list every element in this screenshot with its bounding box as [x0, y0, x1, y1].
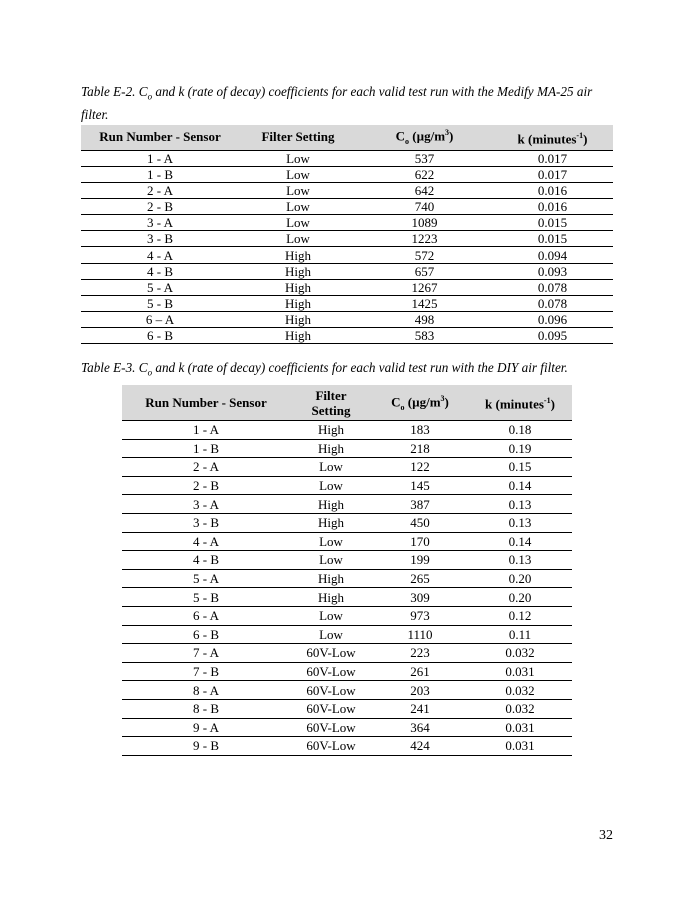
cell-k: 0.11 — [468, 625, 572, 644]
table-header-row — [81, 125, 613, 150]
cell-filter-setting: 60V-Low — [290, 718, 372, 737]
cell-k: 0.017 — [492, 150, 613, 166]
table-row — [81, 167, 613, 183]
cell-run-sensor: 1 - B — [81, 167, 239, 183]
cell-co: 657 — [357, 263, 492, 279]
cell-co: 183 — [372, 421, 468, 440]
cell-co: 424 — [372, 737, 468, 756]
cell-run-sensor: 7 - B — [122, 662, 290, 681]
cell-k: 0.031 — [468, 737, 572, 756]
table-row — [81, 279, 613, 295]
header-co: $C_o$ $(\mu g/m^3)$ — [372, 385, 468, 421]
cell-co: 1223 — [357, 231, 492, 247]
cell-run-sensor: 3 - B — [81, 231, 239, 247]
cell-co: 1110 — [372, 625, 468, 644]
cell-filter-setting: High — [239, 327, 357, 343]
cell-k: 0.078 — [492, 295, 613, 311]
cell-run-sensor: 6 - A — [122, 606, 290, 625]
cell-filter-setting: High — [290, 439, 372, 458]
table-row — [81, 311, 613, 327]
cell-k: 0.031 — [468, 718, 572, 737]
cell-k: 0.093 — [492, 263, 613, 279]
table-row — [122, 681, 572, 700]
cell-run-sensor: 2 - B — [122, 476, 290, 495]
cell-run-sensor: 2 - B — [81, 199, 239, 215]
cell-co: 203 — [372, 681, 468, 700]
cell-run-sensor: 5 - B — [122, 588, 290, 607]
cell-co: 145 — [372, 476, 468, 495]
cell-co: 450 — [372, 513, 468, 532]
cell-filter-setting: Low — [239, 199, 357, 215]
cell-filter-setting: High — [239, 311, 357, 327]
cell-co: 1089 — [357, 215, 492, 231]
table-row — [122, 569, 572, 588]
cell-co: 1425 — [357, 295, 492, 311]
cell-filter-setting: High — [290, 569, 372, 588]
cell-run-sensor: 5 - A — [122, 569, 290, 588]
cell-co: 122 — [372, 458, 468, 477]
table-row — [122, 551, 572, 570]
header-co: $C_o$ $(\mu g/m^3)$ — [357, 125, 492, 150]
table-e2 — [81, 125, 613, 344]
cell-filter-setting: 60V-Low — [290, 681, 372, 700]
table-row — [122, 532, 572, 551]
cell-filter-setting: Low — [239, 231, 357, 247]
cell-co: 170 — [372, 532, 468, 551]
cell-k: 0.078 — [492, 279, 613, 295]
cell-run-sensor: 6 - B — [122, 625, 290, 644]
cell-k: 0.14 — [468, 476, 572, 495]
table-row — [122, 458, 572, 477]
table-e3-caption: Table E-3. $C_o$ and k (rate of decay) coefficients for each valid test run with the DIY air filter. — [81, 360, 568, 378]
table-row — [81, 231, 613, 247]
cell-k: 0.015 — [492, 231, 613, 247]
table-row — [122, 699, 572, 718]
table-row — [81, 295, 613, 311]
cell-co: 261 — [372, 662, 468, 681]
cell-k: 0.20 — [468, 569, 572, 588]
cell-k: 0.016 — [492, 183, 613, 199]
cell-run-sensor: 6 – A — [81, 311, 239, 327]
table-row — [122, 421, 572, 440]
cell-k: 0.18 — [468, 421, 572, 440]
cell-filter-setting: 60V-Low — [290, 644, 372, 663]
header-k: k (minutes$^{-1}$) — [492, 125, 613, 150]
header-filter-setting: Filter Setting — [239, 125, 357, 150]
cell-k: 0.20 — [468, 588, 572, 607]
cell-co: 740 — [357, 199, 492, 215]
cell-k: 0.13 — [468, 513, 572, 532]
cell-run-sensor: 5 - A — [81, 279, 239, 295]
header-filter-setting: Filter Setting — [290, 385, 372, 421]
cell-filter-setting: Low — [239, 215, 357, 231]
cell-run-sensor: 1 - A — [122, 421, 290, 440]
cell-run-sensor: 9 - A — [122, 718, 290, 737]
cell-filter-setting: Low — [239, 167, 357, 183]
cell-filter-setting: Low — [290, 606, 372, 625]
table-row — [122, 737, 572, 756]
cell-filter-setting: Low — [290, 551, 372, 570]
table-row — [81, 263, 613, 279]
cell-run-sensor: 4 - A — [81, 247, 239, 263]
cell-co: 537 — [357, 150, 492, 166]
header-run-number: Run Number - Sensor — [81, 125, 239, 150]
cell-co: 199 — [372, 551, 468, 570]
header-run-number: Run Number - Sensor — [122, 385, 290, 421]
cell-filter-setting: High — [239, 279, 357, 295]
cell-run-sensor: 3 - A — [122, 495, 290, 514]
cell-k: 0.12 — [468, 606, 572, 625]
cell-filter-setting: 60V-Low — [290, 662, 372, 681]
cell-k: 0.016 — [492, 199, 613, 215]
cell-k: 0.032 — [468, 699, 572, 718]
cell-run-sensor: 9 - B — [122, 737, 290, 756]
cell-filter-setting: High — [239, 263, 357, 279]
cell-k: 0.13 — [468, 551, 572, 570]
cell-run-sensor: 1 - A — [81, 150, 239, 166]
table-row — [122, 662, 572, 681]
cell-filter-setting: Low — [290, 476, 372, 495]
cell-run-sensor: 5 - B — [81, 295, 239, 311]
cell-k: 0.015 — [492, 215, 613, 231]
cell-run-sensor: 4 - B — [122, 551, 290, 570]
cell-k: 0.19 — [468, 439, 572, 458]
cell-co: 218 — [372, 439, 468, 458]
cell-filter-setting: High — [290, 513, 372, 532]
table-row — [122, 718, 572, 737]
cell-run-sensor: 8 - A — [122, 681, 290, 700]
cell-run-sensor: 3 - A — [81, 215, 239, 231]
table-row — [122, 606, 572, 625]
cell-co: 364 — [372, 718, 468, 737]
cell-k: 0.14 — [468, 532, 572, 551]
cell-filter-setting: High — [290, 588, 372, 607]
cell-run-sensor: 2 - A — [81, 183, 239, 199]
table-row — [81, 215, 613, 231]
cell-co: 498 — [357, 311, 492, 327]
cell-k: 0.031 — [468, 662, 572, 681]
cell-filter-setting: Low — [239, 150, 357, 166]
cell-run-sensor: 6 - B — [81, 327, 239, 343]
cell-run-sensor: 1 - B — [122, 439, 290, 458]
cell-co: 387 — [372, 495, 468, 514]
cell-filter-setting: 60V-Low — [290, 737, 372, 756]
cell-k: 0.13 — [468, 495, 572, 514]
cell-k: 0.094 — [492, 247, 613, 263]
cell-co: 583 — [357, 327, 492, 343]
header-k: k (minutes$^{-1}$) — [468, 385, 572, 421]
page-number: 32 — [599, 828, 613, 843]
cell-co: 622 — [357, 167, 492, 183]
table-row — [122, 495, 572, 514]
cell-filter-setting: Low — [290, 625, 372, 644]
cell-filter-setting: High — [239, 247, 357, 263]
cell-run-sensor: 4 - A — [122, 532, 290, 551]
cell-k: 0.096 — [492, 311, 613, 327]
cell-k: 0.032 — [468, 644, 572, 663]
cell-k: 0.017 — [492, 167, 613, 183]
cell-filter-setting: High — [239, 295, 357, 311]
table-e2-body — [81, 150, 613, 343]
cell-co: 241 — [372, 699, 468, 718]
table-row — [122, 476, 572, 495]
table-row — [122, 513, 572, 532]
table-e3-body — [122, 421, 572, 756]
cell-co: 265 — [372, 569, 468, 588]
cell-co: 1267 — [357, 279, 492, 295]
table-row — [122, 439, 572, 458]
table-row — [122, 588, 572, 607]
cell-filter-setting: Low — [239, 183, 357, 199]
table-e2-caption: Table E-2. $C_o$ and k (rate of decay) coefficients for each valid test run with the Medify MA-25 air filter. — [81, 84, 593, 122]
table-row — [81, 183, 613, 199]
cell-run-sensor: 8 - B — [122, 699, 290, 718]
cell-co: 973 — [372, 606, 468, 625]
cell-co: 309 — [372, 588, 468, 607]
cell-k: 0.15 — [468, 458, 572, 477]
cell-filter-setting: 60V-Low — [290, 699, 372, 718]
cell-k: 0.032 — [468, 681, 572, 700]
cell-run-sensor: 2 - A — [122, 458, 290, 477]
cell-k: 0.095 — [492, 327, 613, 343]
table-row — [122, 644, 572, 663]
table-row — [81, 199, 613, 215]
cell-filter-setting: Low — [290, 532, 372, 551]
table-header-row — [122, 385, 572, 421]
cell-run-sensor: 7 - A — [122, 644, 290, 663]
cell-run-sensor: 4 - B — [81, 263, 239, 279]
cell-co: 572 — [357, 247, 492, 263]
table-row — [122, 625, 572, 644]
cell-co: 223 — [372, 644, 468, 663]
cell-run-sensor: 3 - B — [122, 513, 290, 532]
table-row — [81, 327, 613, 343]
cell-filter-setting: High — [290, 421, 372, 440]
cell-co: 642 — [357, 183, 492, 199]
table-row — [81, 150, 613, 166]
cell-filter-setting: High — [290, 495, 372, 514]
table-row — [81, 247, 613, 263]
cell-filter-setting: Low — [290, 458, 372, 477]
table-e3 — [122, 385, 572, 756]
